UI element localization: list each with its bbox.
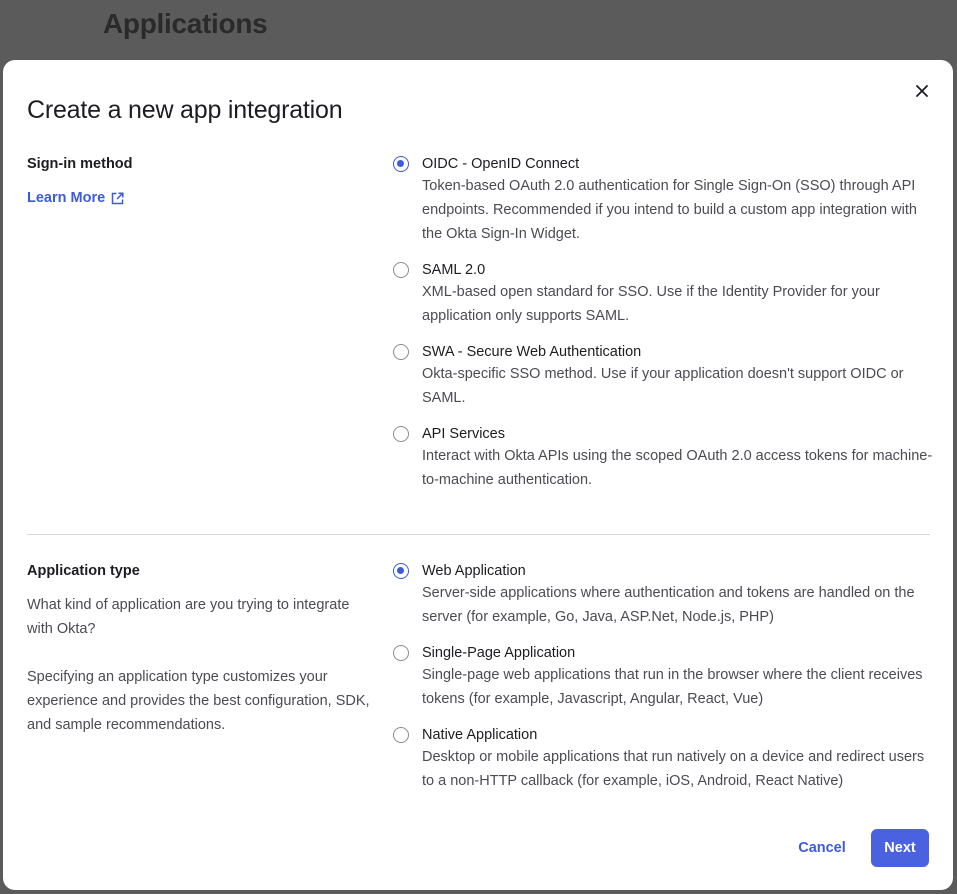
radio-button-selected[interactable]: [393, 156, 409, 172]
option-description: Okta-specific SSO method. Use if your application doesn't support OIDC or SAML.: [422, 366, 904, 406]
radio-button[interactable]: [393, 727, 409, 743]
option-title: OIDC - OpenID Connect: [422, 156, 580, 172]
signin-method-label: Sign-in method: [27, 156, 133, 172]
option-description: Token-based OAuth 2.0 authentication for Single Sign-On (SSO) through API endpoints. Recommended if you intend to build a custom app integration with the Okta Sign-In Widget.: [422, 178, 917, 242]
radio-button[interactable]: [393, 645, 409, 661]
option-title: SWA - Secure Web Authentication: [422, 344, 642, 360]
create-app-dialog: [3, 60, 953, 890]
close-button[interactable]: [911, 80, 933, 102]
learn-more-label: Learn More: [27, 190, 106, 206]
option-title: API Services: [422, 426, 505, 442]
option-title: Native Application: [422, 727, 538, 743]
radio-button[interactable]: [393, 262, 409, 278]
learn-more-link[interactable]: [27, 190, 124, 206]
option-description: XML-based open standard for SSO. Use if the Identity Provider for your application only supports SAML.: [422, 284, 880, 324]
option-title: Web Application: [422, 563, 526, 579]
application-type-help: Specifying an application type customizes your experience and provides the best configuration, SDK, and sample recommendations.: [27, 669, 370, 733]
radio-button-selected[interactable]: [393, 563, 409, 579]
close-icon: [916, 85, 928, 97]
cancel-button[interactable]: Cancel: [798, 840, 846, 856]
option-description: Single-page web applications that run in the browser where the client receives tokens (for example, Javascript, Angular, React, Vue): [422, 667, 923, 707]
next-button[interactable]: Next: [871, 829, 929, 867]
radio-button[interactable]: [393, 344, 409, 360]
option-description: Interact with Okta APIs using the scoped OAuth 2.0 access tokens for machine-to-machine authentication.: [422, 448, 933, 488]
application-type-question: What kind of application are you trying to integrate with Okta?: [27, 597, 350, 637]
dialog-title: Create a new app integration: [27, 96, 343, 124]
option-title: SAML 2.0: [422, 262, 486, 278]
option-description: Server-side applications where authentication and tokens are handled on the server (for example, Go, Java, ASP.Net, Node.js, PHP): [422, 585, 915, 625]
section-divider: [27, 534, 930, 535]
application-type-label: Application type: [27, 563, 140, 579]
option-title: Single-Page Application: [422, 645, 576, 661]
page-title: Applications: [103, 8, 268, 39]
external-link-icon: [111, 192, 124, 205]
radio-button[interactable]: [393, 426, 409, 442]
option-description: Desktop or mobile applications that run natively on a device and redirect users to a non-HTTP callback (for example, iOS, Android, React Native): [422, 749, 925, 789]
